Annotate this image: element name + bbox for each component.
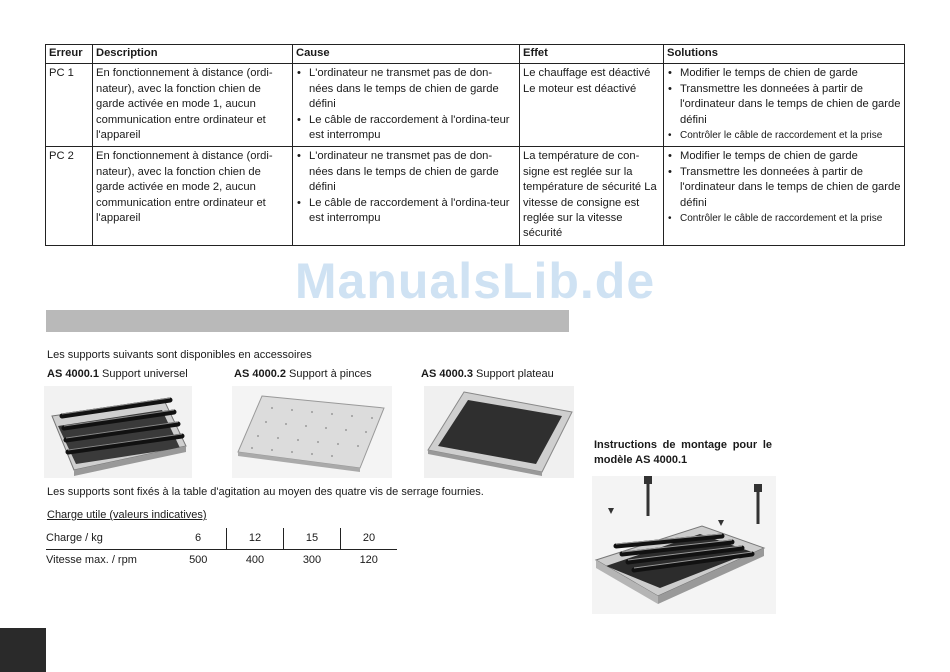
- error-code: PC 2: [46, 147, 93, 245]
- assembly-title: Instructions de montage pour le modèle AS 4000.1: [594, 439, 772, 466]
- table-row: [46, 550, 397, 572]
- error-causes: [293, 147, 520, 245]
- error-code: PC 1: [46, 64, 93, 147]
- speed-row-label: Vitesse max. / rpm: [46, 554, 137, 566]
- solution-item: • Contrôler le câble de raccordement et la prise: [667, 128, 901, 143]
- section-header-bar: [46, 310, 569, 332]
- error-effect: Le chauffage est déactivé Le moteur est déactivé: [520, 64, 664, 147]
- cause-item: • L'ordinateur ne transmet pas de don-nées dans le temps de chien de garde défini: [296, 66, 516, 112]
- solution-item: • Transmettre les donneées à partir de l'ordinateur dans le temps de chien de garde défini: [667, 165, 901, 211]
- accessories-intro: Les supports suivants sont disponibles en accessoires: [47, 349, 312, 361]
- accessory-label-1: [47, 368, 188, 380]
- accessory-code: AS 4000.3: [421, 368, 473, 380]
- header-erreur: Erreur: [46, 45, 93, 64]
- table-row: [46, 528, 397, 550]
- load-value: 6: [170, 528, 227, 550]
- header-effet: Effet: [520, 45, 664, 64]
- load-value: 20: [341, 528, 398, 550]
- plate-support-image: [424, 386, 574, 478]
- assembly-diagram-image: [592, 476, 776, 614]
- fixing-note: Les supports sont fixés à la table d'agitation au moyen des quatre vis de serrage fournies.: [47, 486, 484, 498]
- table-row: [46, 147, 905, 245]
- header-cause: Cause: [293, 45, 520, 64]
- error-description: En fonctionnement à distance (ordi-nateur), avec la fonction chien de garde activée en mode 2, aucun communication entre ordinateur et l'appareil: [93, 147, 293, 245]
- speed-value: 300: [302, 554, 322, 566]
- accessory-code: AS 4000.2: [234, 368, 286, 380]
- solution-item: • Modifier le temps de chien de garde: [667, 66, 901, 81]
- clamp-support-image: [232, 386, 392, 478]
- load-table: [46, 528, 397, 571]
- cause-item: • Le câble de raccordement à l'ordina-teur est interrompu: [296, 113, 516, 144]
- speed-value: 400: [245, 554, 265, 566]
- solution-item: • Contrôler le câble de raccordement et la prise: [667, 211, 901, 226]
- accessory-code: AS 4000.1: [47, 368, 99, 380]
- header-solutions: Solutions: [664, 45, 905, 64]
- solution-item: • Transmettre les donneées à partir de l'ordinateur dans le temps de chien de garde défini: [667, 82, 901, 128]
- speed-value: 500: [189, 554, 208, 566]
- error-solutions: [664, 147, 905, 245]
- header-description: Description: [93, 45, 293, 64]
- watermark: ManualsLib.de: [294, 253, 656, 309]
- solution-item: • Modifier le temps de chien de garde: [667, 149, 901, 164]
- page-corner-tab: [0, 628, 46, 672]
- accessory-label-2: [234, 368, 372, 380]
- error-description: En fonctionnement à distance (ordi-nateur), avec la fonction chien de garde activée en mode 1, aucun communication entre ordinateur et l'appareil: [93, 64, 293, 147]
- speed-value: 120: [359, 554, 378, 566]
- accessory-name: Support plateau: [476, 368, 554, 380]
- table-header-row: [46, 45, 905, 64]
- cause-item: • Le câble de raccordement à l'ordina-teur est interrompu: [296, 196, 516, 227]
- universal-support-image: [44, 386, 192, 478]
- error-causes: [293, 64, 520, 147]
- accessory-name: Support universel: [102, 368, 188, 380]
- accessory-label-3: [421, 368, 554, 380]
- load-row-label: Charge / kg: [46, 528, 170, 550]
- table-row: [46, 64, 905, 147]
- cause-item: • L'ordinateur ne transmet pas de don-nées dans le temps de chien de garde défini: [296, 149, 516, 195]
- error-solutions: [664, 64, 905, 147]
- error-effect: La température de con-signe est reglée sur la température de sécurité La vitesse de consigne est reglée sur la vitesse sécurité: [520, 147, 664, 245]
- load-title: Charge utile (valeurs indicatives): [47, 509, 207, 521]
- error-table: [45, 44, 905, 246]
- accessory-name: Support à pinces: [289, 368, 372, 380]
- load-value: 12: [227, 528, 284, 550]
- load-value: 15: [284, 528, 341, 550]
